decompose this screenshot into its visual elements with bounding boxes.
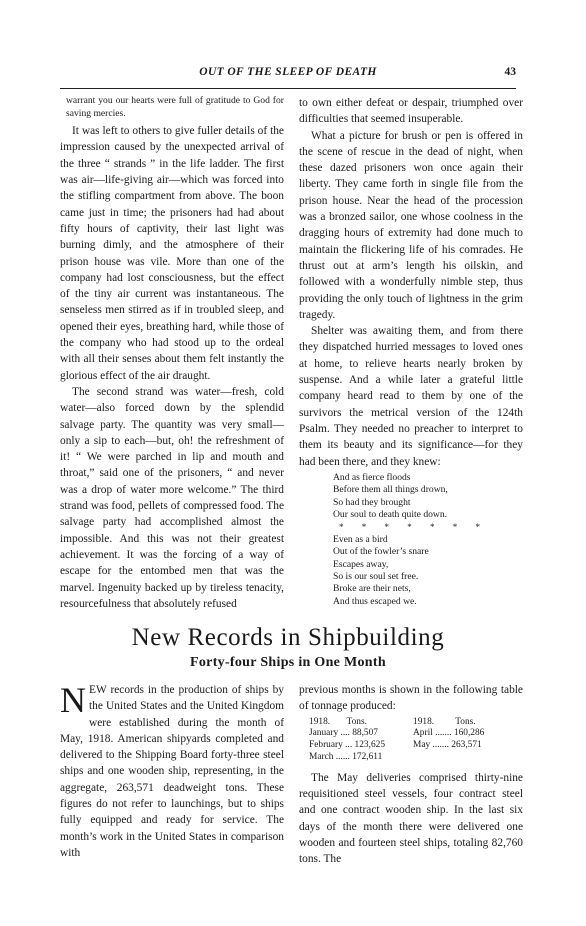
- header-rule: [60, 88, 516, 89]
- verse-line: Broke are their nets,: [333, 583, 411, 595]
- verse-line: Our soul to death quite down.: [333, 509, 448, 521]
- verse-ellipsis-stars: * * * * * * *: [339, 522, 488, 533]
- opening-text: EW records in the production of ships by the United States and the United Kingdom were established during the month of May, 1918. American shipyards completed and delivered to the Shipping Board forty-three steel ships and one wooden ship, representing, in the aggregate, 263,571 deadweight tons. These figures do not refer to launchings, but to ships fully equipped and ready for service. The month’s work in the United States in comparison with: [60, 684, 284, 859]
- table-row: [309, 752, 523, 764]
- running-head: [60, 66, 516, 82]
- tonnage-table-header: [309, 717, 523, 729]
- table-cell: February ... 123,625: [309, 740, 386, 751]
- table-cell: [413, 752, 513, 764]
- story-right-column: [299, 95, 523, 608]
- table-header-cell: Tons.: [346, 716, 367, 727]
- table-header-cell: 1918.: [413, 716, 435, 727]
- article-subtitle: Forty-four Ships in One Month: [190, 655, 386, 670]
- verse-line: And as fierce floods: [333, 471, 411, 483]
- table-cell: April ....... 160,286: [413, 728, 485, 739]
- verse-line: So had they brought: [333, 496, 411, 508]
- story-paragraph: warrant you our hearts were full of gratitude to God for saving mercies.: [66, 95, 284, 119]
- verse-line: Before them all things drown,: [333, 484, 448, 496]
- table-cell: May ....... 263,571: [413, 740, 482, 751]
- article-paragraph: previous months is shown in the following table of tonnage produced:: [299, 684, 523, 713]
- story-left-column: [60, 95, 284, 612]
- article-left-column: [60, 682, 284, 861]
- story-paragraph: The second strand was water—fresh, cold water—also forced down by the splendid salvage party. The quantity was very small—only a sip to each—but, oh! the refreshment of it! “ We were parched in lip and mouth and throat,” said one of the prisoners, “ and never was a drop of water more welcome.” The third strand was food, pellets of compressed food. The salvage party had accomplished almost the impossible. And this was not their greatest achievement. It was the forcing of a way of escape for the entombed men that was the marvel. Ingenuity backed up by tireless tenacity, resourcefulness that absolutely refused: [60, 385, 284, 610]
- page-number: 43: [504, 66, 516, 78]
- table-row: [309, 740, 523, 752]
- table-cell: January .... 88,507: [309, 728, 378, 739]
- table-row: [309, 728, 523, 740]
- article-paragraph: The May deliveries comprised thirty-nine requisitioned steel vessels, four contract steel and one contract wooden ship. In the last six days of the month there were delivered one wooden and fourteen steel ships, totaling 82,760 tons. The: [299, 771, 523, 866]
- verse-line: And thus escaped we.: [333, 595, 417, 607]
- story-paragraph: Shelter was awaiting them, and from there they dispatched hurried messages to loved ones at home, to relieve hearts nearly broken by suspense. And a while later a grateful little company heard read to them by one of the survivors the metrical version of the 124th Psalm. They needed no preacher to interpret to them its beauty and its significance—for they had been there, and they knew:: [299, 325, 523, 468]
- table-cell: March ...... 172,611: [309, 751, 383, 762]
- drop-cap: N: [60, 680, 86, 720]
- article-title: New Records in Shipbuilding: [131, 624, 445, 651]
- running-title: OUT OF THE SLEEP OF DEATH: [199, 66, 377, 78]
- story-paragraph: to own either defeat or despair, triumphed over difficulties that seemed insuperable.: [299, 97, 523, 126]
- story-paragraph: It was left to others to give fuller details of the impression caused by the unexpected arrival of the three “ strands ” in the life ladder. The first was air—life-giving air—which was forced into the stifling compartment from above. The boon came just in time; the prisoners had had about fifty hours of captivity, their last light was burning dimly, and the atmosphere of their prison house was vile. More than one of the company had lost consciousness, but the effect of the tiny air current was instantaneous. The senseless men stirred as if in troubled sleep, and opened their eyes, breathing hard, while those of the company who had stood up to the ordeal with all their senses about them felt instantly the glorious effect of the air draught.: [60, 125, 284, 382]
- verse-line: Escapes away,: [333, 558, 389, 570]
- verse-line: Out of the fowler’s snare: [333, 546, 429, 558]
- table-header-cell: Tons.: [455, 716, 476, 727]
- tonnage-table: [309, 717, 523, 764]
- verse-line: So is our soul set free.: [333, 571, 419, 583]
- table-header-cell: 1918.: [309, 716, 331, 727]
- verse-line: Even as a bird: [333, 533, 388, 545]
- story-paragraph: What a picture for brush or pen is offered in the scene of rescue in the dead of night, when these dazed prisoners won once again their liberty. They came forth in single file from the prison house. Near the head of the procession was a bronzed sailor, one whose coolness in the dragging hours of extremity had done much to maintain the flickering life of his comrades. He thrust out at arm’s length his oilskin, and followed with a wonderfully nimble step, thus providing the only touch of lightness in the grim tragedy.: [299, 129, 523, 321]
- article-opening-paragraph: [60, 682, 284, 861]
- psalm-verse: [333, 472, 523, 608]
- article-right-column: [299, 682, 523, 868]
